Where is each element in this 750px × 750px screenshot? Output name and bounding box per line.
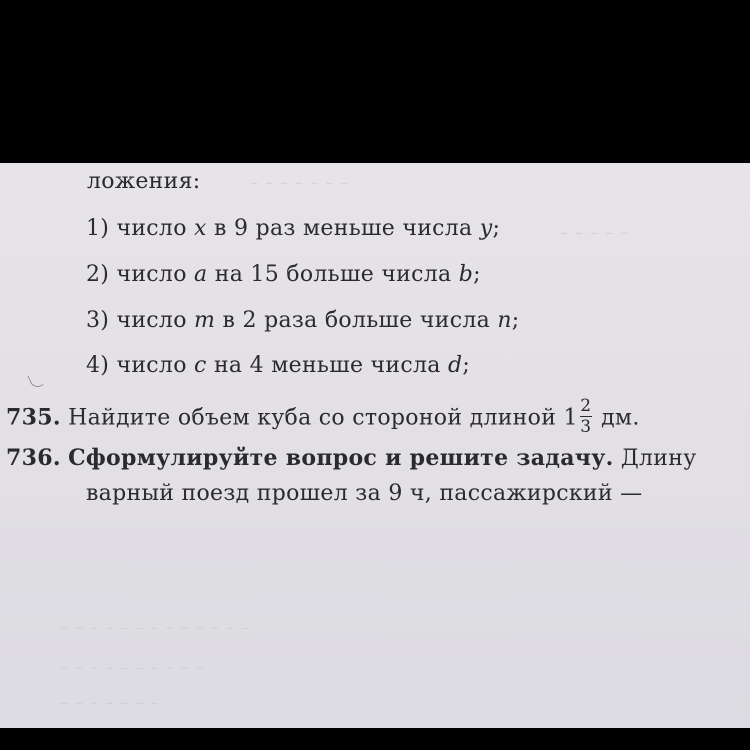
problem-number: 735. [6, 404, 61, 431]
list-item: 3) число m в 2 раза больше числа n; [86, 308, 520, 333]
bleed-through-text: – – – – – – – [250, 173, 350, 192]
bleed-through-text: – – – – – – – – – – – – – [60, 618, 251, 637]
fraction: $\frac{2}{3}$ [580, 396, 592, 437]
list-item: 2) число a на 15 больше числа b; [86, 262, 481, 287]
textbook-page [0, 163, 750, 728]
problem-735: 735. Найдите объем куба со стороной длиной 1 $\frac{2}{3}$ дм. [6, 396, 640, 437]
bleed-through-text: – – – – – – – – – – [60, 658, 205, 677]
problem-736: 736. Сформулируйте вопрос и решите задачу. Длину [6, 445, 697, 471]
header-text: ложения: [87, 169, 201, 194]
list-item: 1) число x в 9 раз меньше числа y; [86, 216, 501, 241]
list-item: 4) число c на 4 меньше числа d; [86, 353, 471, 378]
bleed-through-text: – – – – – [560, 223, 630, 242]
bleed-through-text: – – – – – – – [60, 693, 160, 712]
problem-number: 736. [6, 445, 61, 471]
problem-736-line2: варный поезд прошел за 9 ч, пассажирский — [86, 481, 643, 506]
